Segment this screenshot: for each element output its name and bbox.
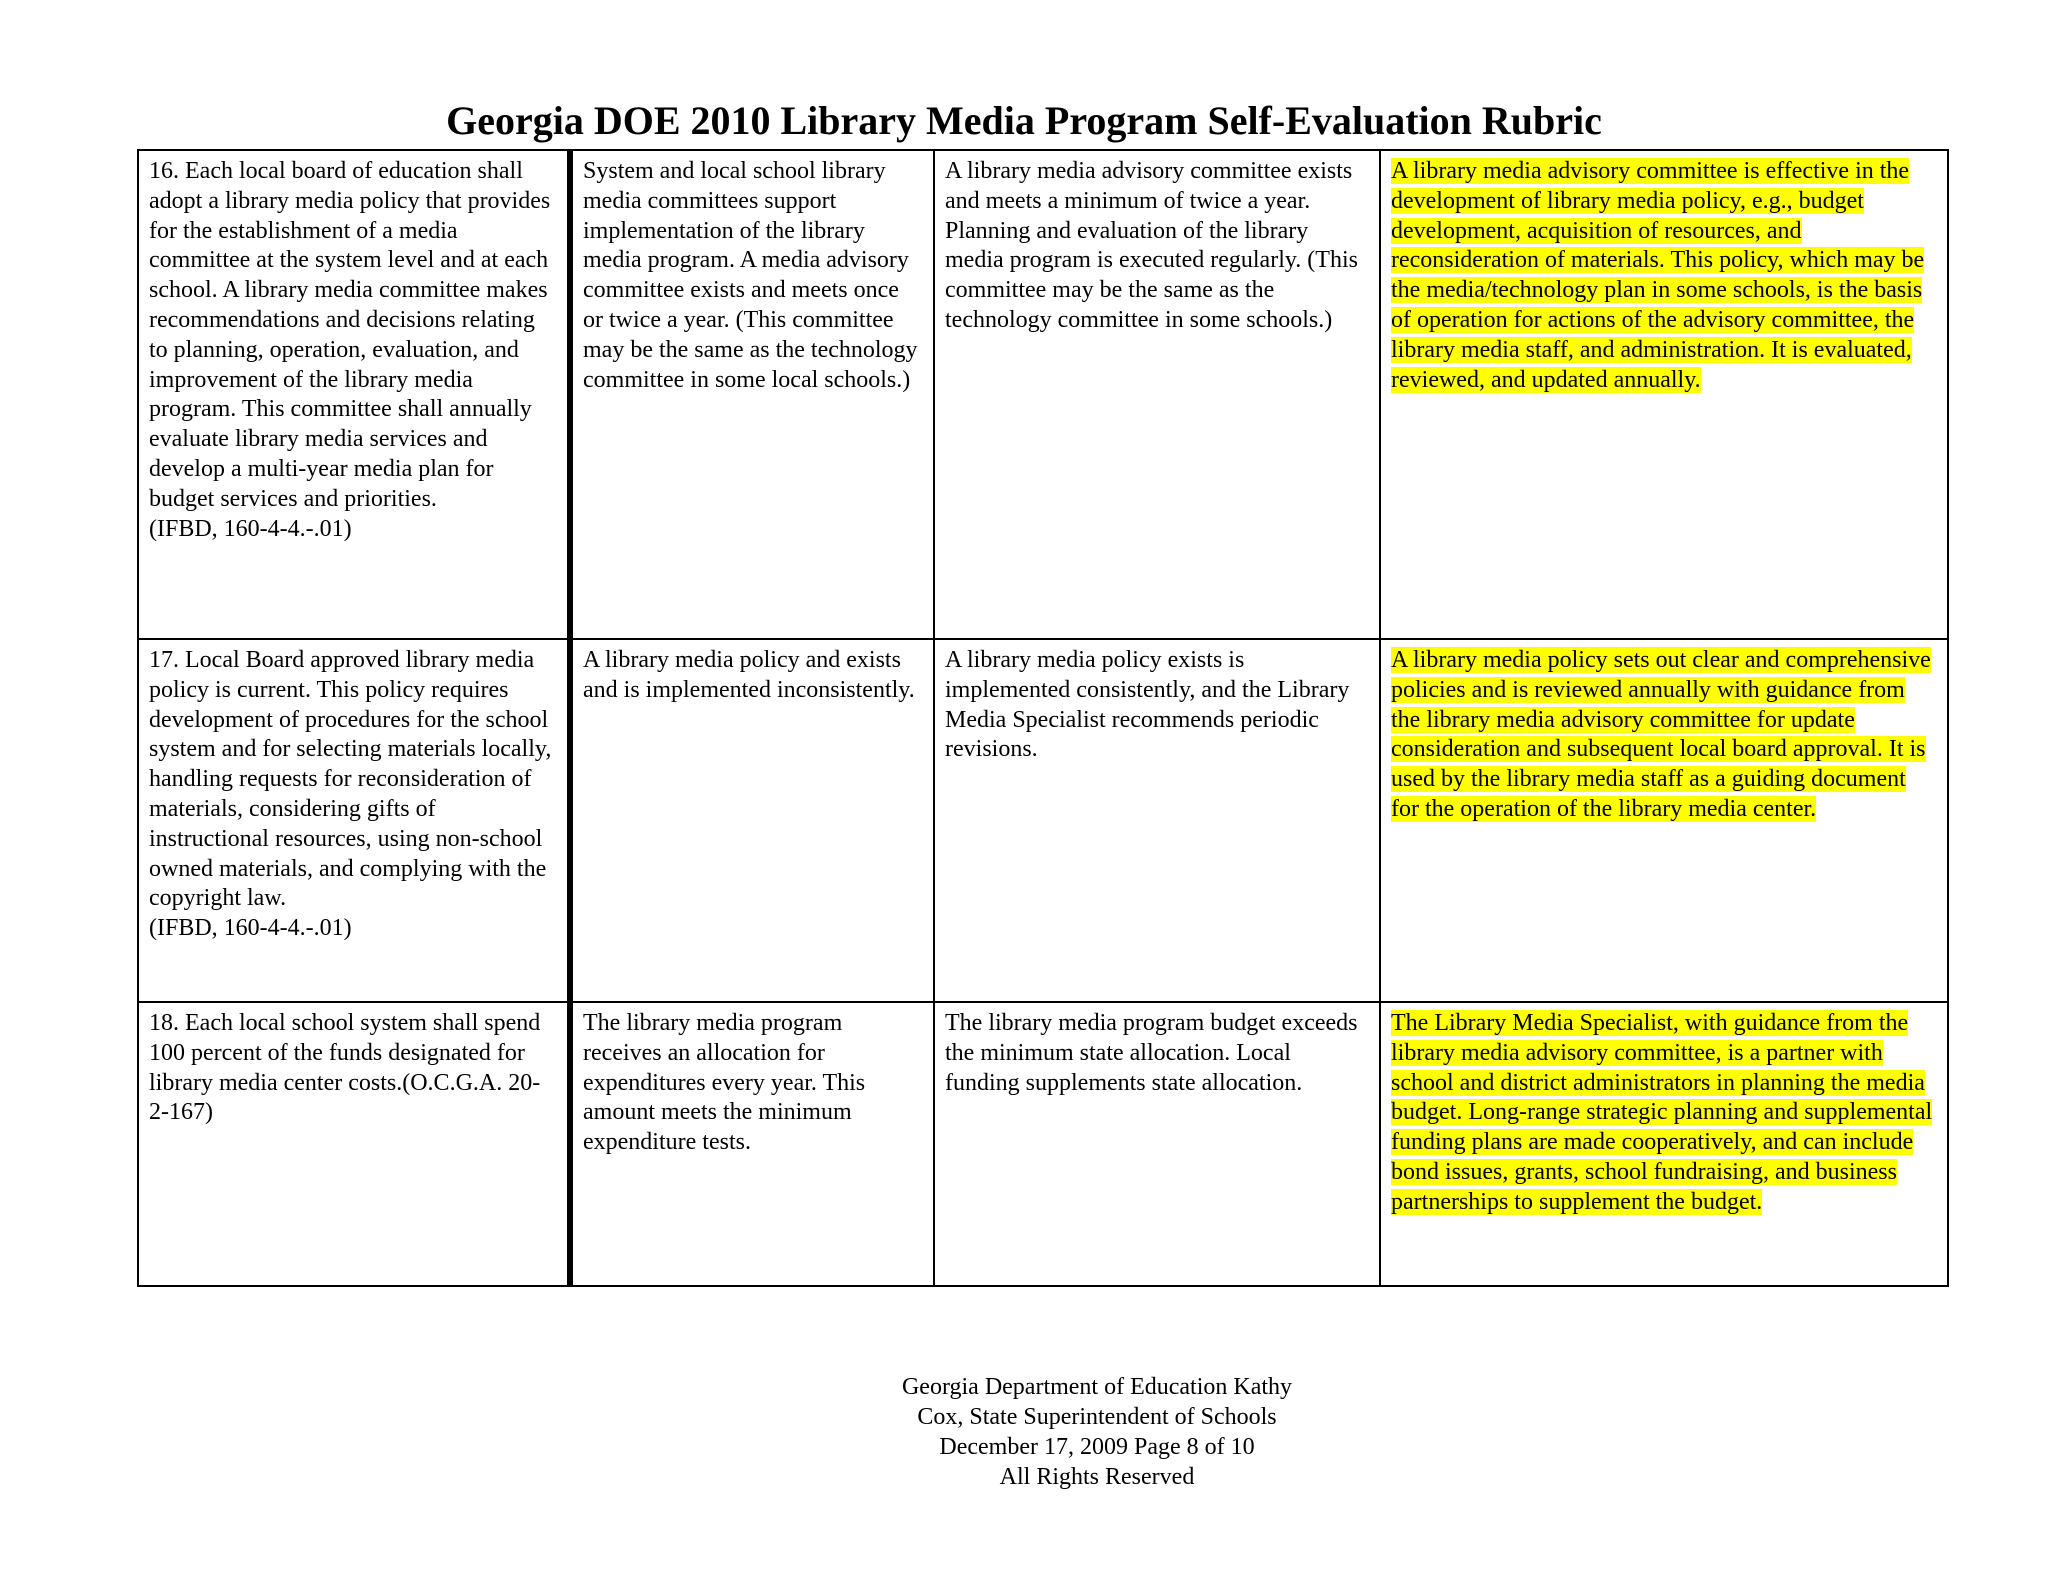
standard-cell — [138, 150, 570, 639]
exemplary-text: The Library Media Specialist, with guidance from the library media advisory committee, is a partner with school and district administrators in planning the media budget. Long-range strategic planning and supplemental funding plans are made cooperatively, and can include bond issues, grants, school fundraising, and business partnerships to supplement the budget. — [1391, 1010, 1933, 1215]
exemplary-cell — [1380, 150, 1948, 639]
basic-text: A library media policy and exists and is implemented inconsistently. — [583, 647, 915, 703]
proficient-cell — [934, 150, 1380, 639]
footer-line: December 17, 2009 Page 8 of 10 — [939, 1434, 1255, 1460]
standard-text: 16. Each local board of education shall adopt a library media policy that provides for the establishment of a media committee at the system level and at each school. A library media committee makes recommendations and decisions relating to planning, operation, evaluation, and improvement of the library media program. This committee shall annually evaluate library media services and develop a multi-year media plan for budget services and priorities. — [149, 158, 551, 512]
proficient-text: A library media advisory committee exists and meets a minimum of twice a year. Planning and evaluation of the library media program is executed regularly. (This committee may be the same as the technology committee in some schools.) — [945, 158, 1358, 333]
page-footer — [0, 1372, 2048, 1492]
proficient-text: The library media program budget exceeds the minimum state allocation. Local funding supplements state allocation. — [945, 1010, 1358, 1096]
standard-text: 17. Local Board approved library media policy is current. This policy requires development of procedures for the school system and for selecting materials locally, handling requests for reconsideration of materials, considering gifts of instructional resources, using non-school owned materials, and complying with the copyright law. — [149, 647, 552, 912]
basic-cell — [570, 150, 934, 639]
proficient-text: A library media policy exists is implemented consistently, and the Library Media Specialist recommends periodic revisions. — [945, 647, 1350, 763]
proficient-cell — [934, 639, 1380, 1002]
standard-citation: (IFBD, 160-4-4.-.01) — [149, 915, 352, 942]
basic-cell — [570, 1002, 934, 1286]
exemplary-cell — [1380, 639, 1948, 1002]
exemplary-cell — [1380, 1002, 1948, 1286]
standard-cell — [138, 639, 570, 1002]
basic-text: The library media program receives an allocation for expenditures every year. This amount meets the minimum expenditure tests. — [583, 1010, 866, 1156]
exemplary-text: A library media policy sets out clear and comprehensive policies and is reviewed annually with guidance from the library media advisory committee for update consideration and subsequent local board approval. It is used by the library media staff as a guiding document for the operation of the library media center. — [1391, 647, 1931, 822]
footer-line: All Rights Reserved — [999, 1464, 1195, 1490]
table-row — [138, 1002, 1948, 1286]
standard-cell — [138, 1002, 570, 1286]
basic-cell — [570, 639, 934, 1002]
exemplary-text: A library media advisory committee is effective in the development of library media policy, e.g., budget development, acquisition of resources, and reconsideration of materials. This policy, which may be the media/technology plan in some schools, is the basis of operation for actions of the advisory committee, the library media staff, and administration. It is evaluated, reviewed, and updated annually. — [1391, 158, 1925, 393]
table-row — [138, 150, 1948, 639]
table-row — [138, 639, 1948, 1002]
standard-citation: (IFBD, 160-4-4.-.01) — [149, 515, 352, 542]
page-title: Georgia DOE 2010 Library Media Program Self-Evaluation Rubric — [446, 98, 1602, 143]
basic-text: System and local school library media committees support implementation of the library media program. A media advisory committee exists and meets once or twice a year. (This committee may be the same as the technology committee in some local schools.) — [583, 158, 918, 393]
proficient-cell — [934, 1002, 1380, 1286]
footer-line: Georgia Department of Education Kathy — [901, 1374, 1293, 1400]
standard-text: 18. Each local school system shall spend 100 percent of the funds designated for library media center costs.(O.C.G.A. 20-2-167) — [149, 1010, 541, 1126]
rubric-table — [137, 149, 1949, 1287]
footer-line: Cox, State Superintendent of Schools — [917, 1404, 1277, 1430]
